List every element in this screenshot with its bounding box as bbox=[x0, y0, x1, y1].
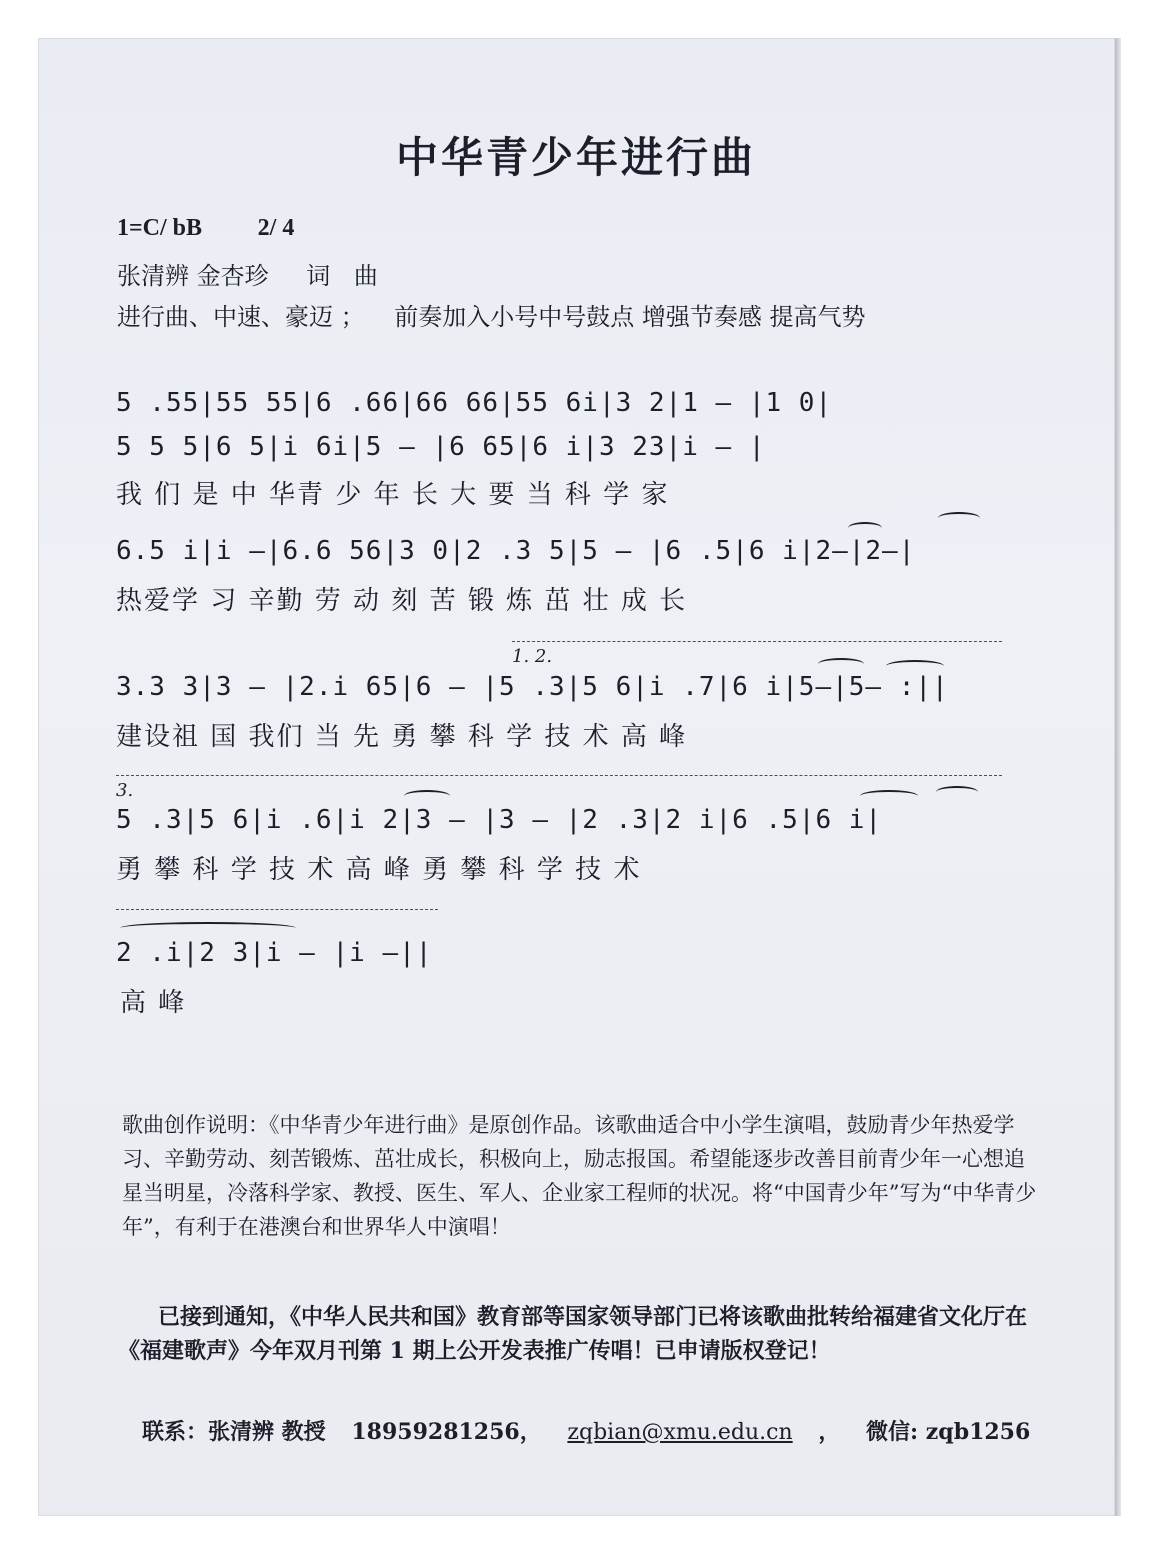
lyrics-line-4: 建设祖 国 我们 当 先 勇 攀 科 学 技 术 高 峰 bbox=[116, 722, 688, 752]
score-line-6: 2 .i|2 3|i — |i —|| bbox=[116, 938, 433, 968]
song-title: 中华青少年进行曲 bbox=[395, 133, 756, 182]
volta-label: 3. bbox=[116, 780, 134, 801]
lyrics-line-5: 勇 攀 科 学 技 术 高 峰 勇 攀 科 学 技 术 bbox=[116, 855, 642, 885]
tie-mark bbox=[936, 786, 978, 798]
tie-mark bbox=[404, 790, 450, 802]
contact-email[interactable]: zqbian@xmu.edu.cn bbox=[567, 1420, 793, 1445]
contact-label: 联系：张清辨 教授 bbox=[142, 1419, 326, 1445]
score-line-3: 6.5 i|i —|6.6 56|3 0|2 .3 5|5 — |6 .5|6 i|2—|2—| bbox=[116, 536, 916, 566]
tie-mark bbox=[886, 660, 944, 672]
score-line-4: 3.3 3|3 — |2.i 65|6 — |5 .3|5 6|i .7|6 i|5—|5— :|| bbox=[116, 672, 949, 702]
authors-line bbox=[117, 256, 386, 291]
arrangement-note: 前奏加入小号中号鼓点 增强节奏感 提高气势 bbox=[394, 303, 866, 331]
volta-bracket bbox=[116, 775, 1002, 776]
roles: 词 曲 bbox=[306, 262, 386, 290]
score-line-1: 5 .55|55 55|6 .66|66 66|55 6i|3 2|1 — |1 0| bbox=[116, 388, 833, 418]
publication-notice: 已接到通知，《中华人民共和国》教育部等国家领导部门已将该歌曲批转给福建省文化厅在《福建歌声》今年双月刊第 1 期上公开发表推广传唱！已申请版权登记！ bbox=[118, 1304, 1028, 1364]
style-note: 进行曲、中速、豪迈 ； bbox=[117, 303, 365, 331]
score-line-2: 5 5 5|6 5|i 6i|5 — |6 65|6 i|3 23|i — | bbox=[116, 432, 766, 462]
authors: 张清辨 金杏珍 bbox=[117, 262, 269, 290]
volta-label: 1. 2. bbox=[512, 646, 553, 667]
score-line-5: 5 .3|5 6|i .6|i 2|3 — |3 — |2 .3|2 i|6 .5|6 i| bbox=[116, 805, 883, 835]
contact-wechat: 微信: zqb1256 bbox=[866, 1419, 1031, 1445]
tie-mark bbox=[938, 512, 980, 524]
contact-phone: 18959281256， bbox=[351, 1419, 542, 1445]
tie-mark bbox=[818, 658, 864, 670]
lyrics-line-6: 高 峰 bbox=[120, 988, 187, 1018]
key-signature: 1=C/ bB bbox=[117, 215, 203, 241]
tie-mark bbox=[120, 922, 296, 934]
volta-bracket bbox=[512, 641, 1002, 642]
tie-mark bbox=[848, 522, 882, 534]
time-signature: 2/ 4 bbox=[257, 215, 295, 241]
lyrics-line-3: 热爱学 习 辛勤 劳 动 刻 苦 锻 炼 茁 壮 成 长 bbox=[116, 586, 688, 616]
contact-line bbox=[142, 1415, 1048, 1446]
contact-separator: ， bbox=[818, 1419, 841, 1445]
style-line bbox=[117, 297, 866, 332]
lyrics-line-2: 我 们 是 中 华青 少 年 长 大 要 当 科 学 家 bbox=[116, 480, 670, 510]
song-description: 歌曲创作说明：《中华青少年进行曲》是原创作品。该歌曲适合中小学生演唱，鼓励青少年热爱学习、辛勤劳动、刻苦锻炼、茁壮成长，积极向上，励志报国。希望能逐步改善目前青少年一心想追星当明星，冷落科学家、教授、医生、军人、企业家工程师的状况。将“中国青少年”写为“中华青少年”，有利于在港澳台和世界华人中演唱！ bbox=[122, 1113, 1037, 1239]
volta-bracket bbox=[116, 909, 438, 910]
tie-mark bbox=[860, 790, 918, 802]
key-time-line bbox=[117, 213, 294, 242]
